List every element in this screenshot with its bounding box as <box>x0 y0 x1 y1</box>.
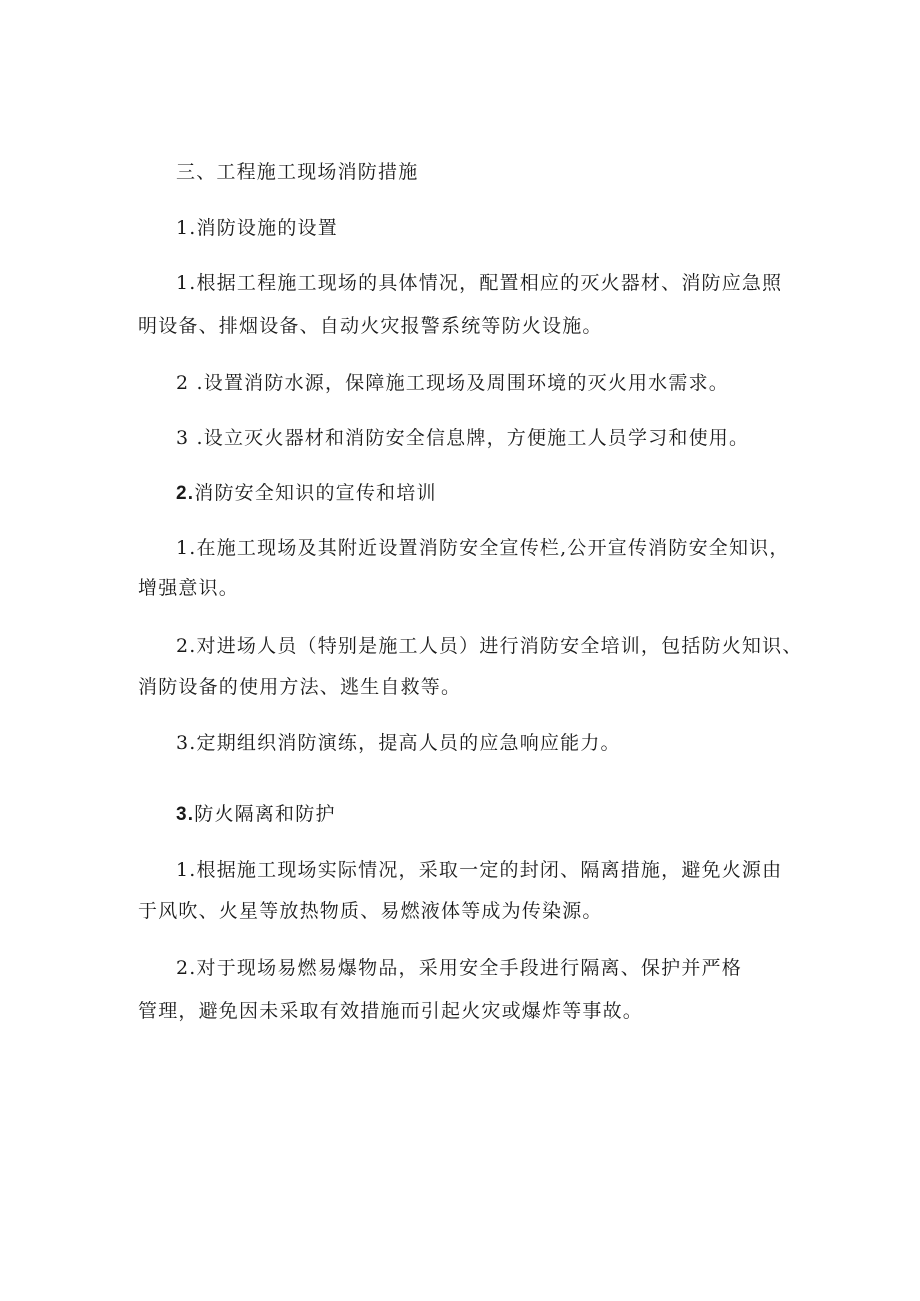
sub1-item-3: 3 .设立灭火器材和消防安全信息牌，方便施工人员学习和使用。 <box>176 427 750 449</box>
subsection-2-number: 2. <box>176 483 195 504</box>
sub1-item-1-line-2: 明设备、排烟设备、自动火灾报警系统等防火设施。 <box>138 315 603 337</box>
sub2-item-2-line-2: 消防设备的使用方法、逃生自救等。 <box>138 676 462 698</box>
sub3-item-2-line-2: 管理，避免因未采取有效措施而引起火灾或爆炸等事故。 <box>138 1000 644 1022</box>
subsection-2-heading <box>176 481 437 506</box>
sub3-item-1-line-2: 于风吹、火星等放热物质、易燃液体等成为传染源。 <box>138 900 603 922</box>
subsection-3-heading <box>176 802 336 827</box>
subsection-1-heading: 1.消防设施的设置 <box>176 217 338 239</box>
sub2-item-3: 3.定期组织消防演练，提高人员的应急响应能力。 <box>176 732 621 754</box>
sub2-item-2-line-1: 2.对进场人员（特别是施工人员）进行消防安全培训，包括防火知识、 <box>176 635 803 657</box>
sub3-item-1-line-1: 1.根据施工现场实际情况，采取一定的封闭、隔离措施，避免火源由 <box>176 859 783 881</box>
sub1-item-1-line-1: 1.根据工程施工现场的具体情况，配置相应的灭火器材、消防应急照 <box>176 272 783 294</box>
sub2-item-1-line-2: 增强意识。 <box>138 577 240 599</box>
section-title: 三、工程施工现场消防措施 <box>176 161 419 183</box>
sub2-item-1-line-1: 1.在施工现场及其附近设置消防安全宣传栏,公开宣传消防安全知识， <box>176 537 790 559</box>
subsection-3-number: 3. <box>176 804 195 825</box>
sub1-item-2: 2 .设置消防水源，保障施工现场及周围环境的灭火用水需求。 <box>176 372 729 394</box>
subsection-2-title: 消防安全知识的宣传和培训 <box>194 482 437 504</box>
subsection-3-title: 防火隔离和防护 <box>194 803 336 825</box>
sub3-item-2-line-1: 2.对于现场易燃易爆物品，采用安全手段进行隔离、保护并严格 <box>176 957 742 979</box>
